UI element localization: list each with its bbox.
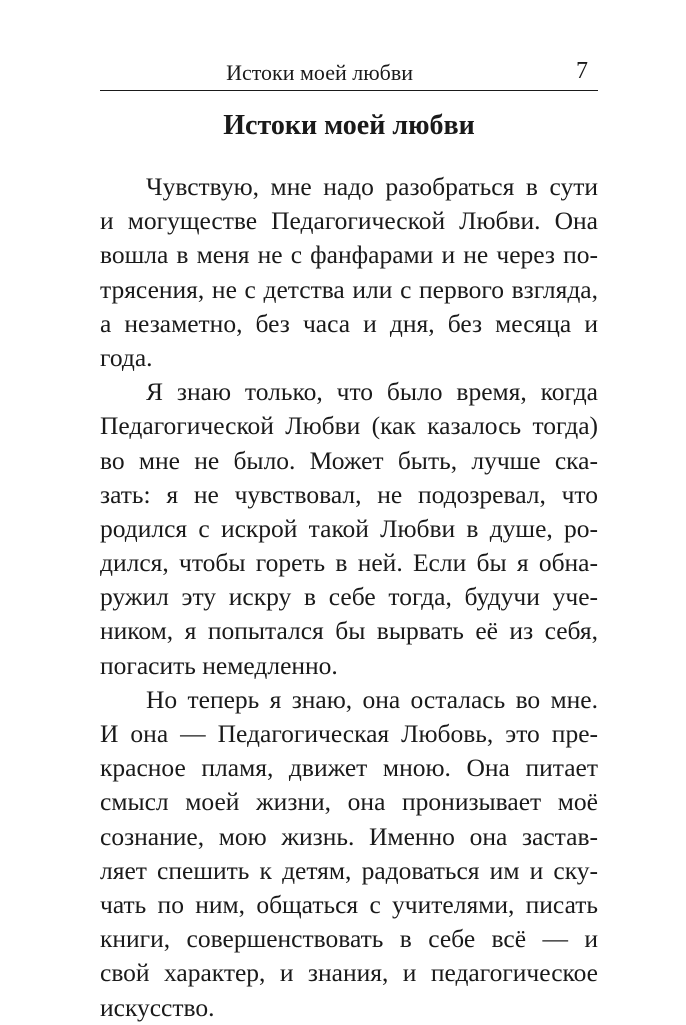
text-line: Но теперь я знаю, она осталась во мне.: [146, 684, 598, 714]
text-line: ружил эту искру в себе тогда, будучи уче-: [100, 582, 598, 612]
running-header: [100, 58, 598, 91]
text-line: свой характер, и знания, и педагогическое: [100, 958, 598, 988]
text-line: книги, совершенствовать в себе всё — и: [100, 924, 598, 954]
text-line: трясения, не с детства или с первого взгляда,: [100, 274, 598, 304]
text-line: во мне не было. Может быть, лучше ска-: [100, 445, 598, 475]
text-line: ником, я попытался бы вырвать её из себя,: [100, 616, 598, 646]
running-title: Истоки моей любви: [226, 60, 413, 85]
text-line: Я знаю только, что было время, когда: [146, 377, 598, 407]
text-line: И она — Педагогическая Любовь, это пре-: [100, 719, 598, 748]
body-text: [100, 170, 598, 1025]
page-number: 7: [576, 58, 588, 84]
text-line: года.: [100, 342, 153, 372]
text-line: вошла в меня не с фанфарами и не через по-: [100, 240, 598, 270]
text-line: погасить немедленно.: [100, 650, 338, 680]
text-line: Чувствую, мне надо разобраться в сути: [146, 172, 598, 201]
text-line: искусство.: [100, 992, 215, 1022]
text-line: чать по ним, общаться с учителями, писать: [100, 889, 598, 919]
chapter-title: Истоки моей любви: [223, 110, 475, 141]
text-line: а незаметно, без часа и дня, без месяца и: [100, 308, 598, 338]
text-line: сознание, мою жизнь. Именно она застав-: [100, 821, 598, 851]
text-line: красное пламя, движет мною. Она питает: [100, 753, 598, 783]
text-line: дился, чтобы гореть в ней. Если бы я обна-: [100, 548, 598, 578]
text-line: смысл моей жизни, она пронизывает моё: [100, 787, 598, 817]
text-line: Педагогической Любви (как казалось тогда): [100, 411, 598, 441]
text-line: родился с искрой такой Любви в душе, ро-: [100, 513, 598, 543]
text-line: ляет спешить к детям, радоваться им и ску-: [100, 855, 598, 885]
text-line: зать: я не чувствовал, не подозревал, что: [100, 479, 598, 509]
text-line: и могуществе Педагогической Любви. Она: [100, 206, 598, 236]
